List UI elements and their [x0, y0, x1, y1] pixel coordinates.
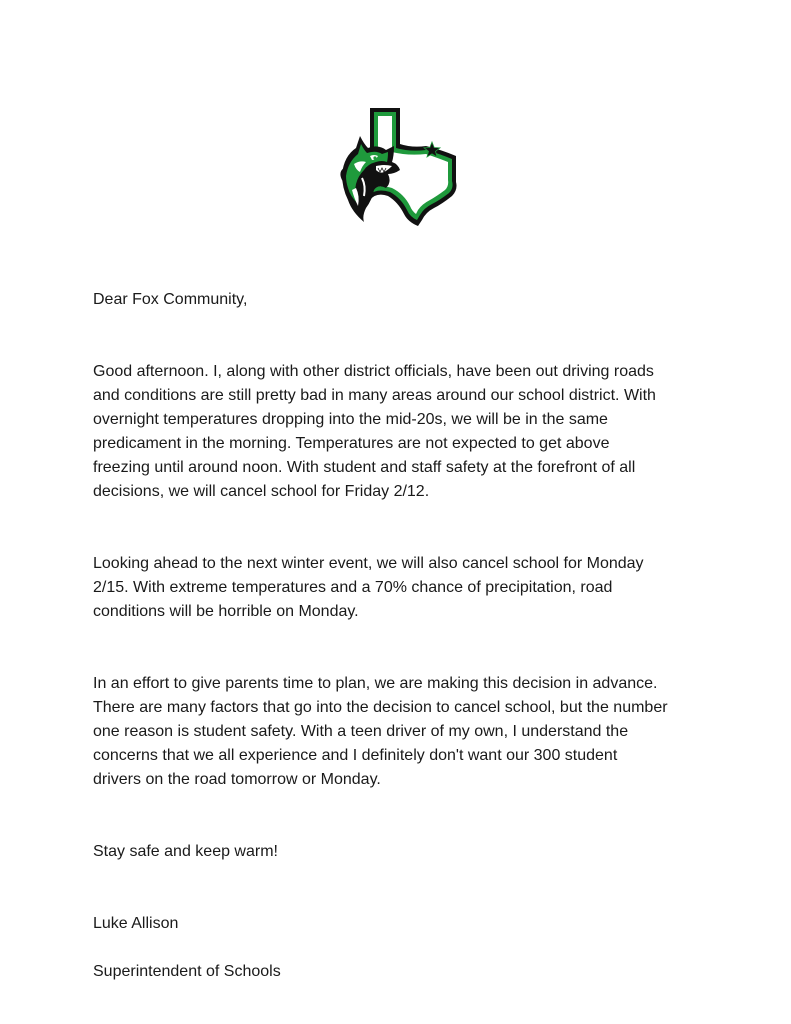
paragraph-1: Good afternoon. I, along with other district officials, have been out driving roads and conditions are still pretty bad in many areas around our school district. With overnight temperatures dropping into the mid-20s, we will be in the same predicament in the morning. Temperatures are not expected to get above freezing until around noon. With student and staff safety at the forefront of all decisions, we will cancel school for Friday 2/12.	[93, 363, 656, 500]
fox-texas-logo-icon	[334, 104, 464, 228]
closing: Stay safe and keep warm!	[93, 843, 278, 860]
paragraph-2: Looking ahead to the next winter event, we will also cancel school for Monday 2/15. With extreme temperatures and a 70% chance of precipitation, road conditions will be horrible on Monday.	[93, 555, 644, 620]
paragraph-3: In an effort to give parents time to plan, we are making this decision in advance. There are many factors that go into the decision to cancel school, but the number one reason is student safety. With a teen driver of my own, I understand the concerns that we all experience and I definitely don't want our 300 student drivers on the road tomorrow or Monday.	[93, 675, 668, 788]
signature-title: Superintendent of Schools	[93, 963, 281, 980]
letter-body	[93, 288, 703, 1008]
signature-name: Luke Allison	[93, 915, 179, 932]
salutation: Dear Fox Community,	[93, 291, 248, 308]
signature-block	[93, 888, 703, 1008]
